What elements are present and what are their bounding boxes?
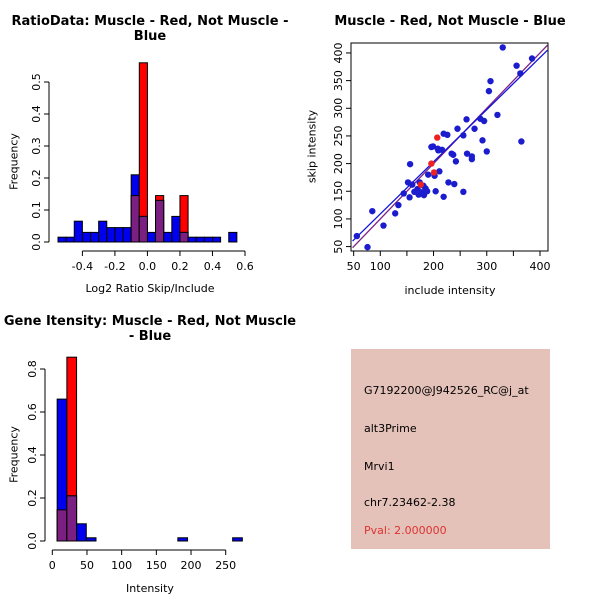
data-point-blue — [395, 202, 401, 208]
data-point-blue — [450, 152, 456, 158]
svg-text:200: 200 — [423, 259, 445, 273]
hist-bar-overlap — [139, 216, 147, 242]
svg-text:150: 150 — [331, 180, 345, 202]
hist-bar-blue — [82, 232, 90, 242]
svg-text:150: 150 — [145, 558, 167, 572]
data-point-blue — [407, 161, 413, 167]
hist-bar-red — [139, 63, 147, 242]
svg-text:300: 300 — [331, 97, 345, 119]
svg-text:200: 200 — [331, 153, 345, 175]
data-point-blue — [500, 44, 506, 50]
data-point-blue — [445, 179, 451, 185]
hist-bar-blue — [107, 228, 115, 242]
svg-text:300: 300 — [476, 259, 498, 273]
data-point-blue — [454, 126, 460, 132]
ratio-hist-xlabel: Log2 Ratio Skip/Include — [85, 282, 215, 295]
data-point-blue — [460, 189, 466, 195]
svg-text:0.4: 0.4 — [203, 259, 222, 273]
data-point-blue — [354, 233, 360, 239]
data-point-red — [418, 181, 424, 187]
hist-bar-overlap — [67, 496, 77, 541]
svg-text:350: 350 — [331, 70, 345, 92]
hist-bar-blue — [204, 237, 212, 242]
hist-bar-overlap — [57, 510, 67, 541]
data-point-blue — [529, 55, 535, 61]
data-point-blue — [460, 132, 466, 138]
svg-text:50: 50 — [346, 259, 361, 273]
panel-gene-info — [300, 300, 600, 600]
svg-text:0.2: 0.2 — [171, 259, 189, 273]
ratio-hist-ylabel: Frequency — [7, 133, 21, 190]
data-point-blue — [513, 62, 519, 68]
panel-intensity-scatter — [300, 0, 600, 300]
svg-text:50: 50 — [331, 239, 345, 254]
data-point-blue — [369, 208, 375, 214]
hist-bar-blue — [115, 228, 123, 242]
svg-text:-0.2: -0.2 — [104, 259, 126, 273]
hist-bar-blue — [123, 228, 131, 242]
svg-text:0.2: 0.2 — [25, 489, 39, 507]
fit-line — [353, 50, 548, 241]
data-point-blue — [479, 137, 485, 143]
svg-text:0.3: 0.3 — [29, 137, 43, 155]
gene-probe-id: G7192200@J942526_RC@j_at — [364, 384, 529, 397]
hist-bar-blue — [229, 232, 237, 242]
hist-bar-blue — [74, 221, 82, 242]
hist-bar-blue — [66, 237, 74, 242]
gene-event-type: alt3Prime — [364, 422, 417, 435]
hist-bar-blue — [212, 237, 220, 242]
svg-text:0.1: 0.1 — [29, 201, 43, 219]
hist-bar-blue — [178, 538, 188, 541]
hist-bar-blue — [196, 237, 204, 242]
data-point-blue — [436, 168, 442, 174]
svg-text:-0.4: -0.4 — [71, 259, 94, 273]
svg-text:400: 400 — [529, 259, 551, 273]
data-point-blue — [401, 190, 407, 196]
panel-gene-intensity-histogram — [0, 300, 300, 600]
intensity-scatter-plot — [351, 43, 548, 251]
data-point-blue — [439, 147, 445, 153]
data-point-blue — [481, 118, 487, 124]
data-point-blue — [487, 78, 493, 84]
svg-text:0.4: 0.4 — [25, 446, 39, 464]
hist-bar-overlap — [156, 200, 164, 242]
gene-intensity-hist-bars — [57, 357, 242, 541]
data-point-red — [431, 169, 437, 175]
svg-text:200: 200 — [180, 558, 202, 572]
svg-text:0.0: 0.0 — [138, 259, 157, 273]
data-point-blue — [494, 112, 500, 118]
svg-text:0.2: 0.2 — [29, 169, 43, 187]
data-point-blue — [463, 116, 469, 122]
data-point-blue — [406, 194, 412, 200]
gene-hist-chart — [0, 300, 300, 600]
data-point-blue — [444, 132, 450, 138]
data-point-red — [434, 134, 440, 140]
svg-text:250: 250 — [215, 558, 237, 572]
gene-hist-title: Gene Itensity: Muscle - Red, Not Muscle - Blue — [3, 314, 297, 344]
hist-bar-blue — [233, 538, 243, 541]
data-point-blue — [425, 171, 431, 177]
hist-bar-overlap — [180, 232, 188, 242]
svg-text:50: 50 — [79, 558, 94, 572]
data-point-blue — [486, 88, 492, 94]
data-point-blue — [453, 158, 459, 164]
data-point-blue — [469, 156, 475, 162]
scatter-chart — [300, 0, 600, 300]
data-point-blue — [392, 210, 398, 216]
hist-bar-blue — [172, 216, 180, 242]
data-point-blue — [364, 244, 370, 250]
hist-bar-blue — [99, 221, 107, 242]
svg-text:0.8: 0.8 — [25, 360, 39, 378]
ratio-hist-bars — [58, 63, 237, 242]
hist-bar-blue — [188, 237, 196, 242]
data-point-blue — [471, 126, 477, 132]
scatter-ylabel: skip intensity — [305, 109, 319, 184]
gene-info-box — [351, 349, 550, 549]
data-point-blue — [517, 70, 523, 76]
gene-hist-xlabel: Intensity — [126, 582, 174, 595]
data-point-blue — [424, 188, 430, 194]
panel-ratio-histogram — [0, 0, 300, 300]
hist-bar-blue — [86, 538, 96, 541]
data-point-blue — [451, 181, 457, 187]
gene-hist-ylabel: Frequency — [7, 426, 21, 483]
hist-bar-blue — [147, 232, 155, 242]
data-point-blue — [440, 194, 446, 200]
ratio-hist-chart — [0, 0, 300, 300]
svg-text:0.5: 0.5 — [29, 73, 43, 91]
data-point-blue — [380, 222, 386, 228]
svg-text:0.6: 0.6 — [236, 259, 254, 273]
hist-bar-blue — [58, 237, 66, 242]
svg-text:0: 0 — [48, 558, 56, 572]
svg-text:250: 250 — [331, 125, 345, 147]
data-point-blue — [409, 181, 415, 187]
hist-bar-blue — [91, 232, 99, 242]
data-point-blue — [518, 138, 524, 144]
svg-text:0.4: 0.4 — [29, 105, 43, 123]
svg-text:400: 400 — [331, 42, 345, 64]
svg-text:0.0: 0.0 — [29, 233, 43, 251]
hist-bar-overlap — [131, 196, 139, 242]
data-point-red — [428, 160, 434, 166]
hist-bar-blue — [77, 524, 87, 541]
svg-text:0.6: 0.6 — [25, 403, 39, 421]
svg-text:100: 100 — [111, 558, 133, 572]
gene-locus: chr7.23462-2.38 — [364, 496, 456, 509]
data-point-blue — [432, 188, 438, 194]
ratio-hist-title: RatioData: Muscle - Red, Not Muscle - Blue — [11, 14, 289, 44]
scatter-title: Muscle - Red, Not Muscle - Blue — [334, 14, 566, 29]
gene-pval: Pval: 2.000000 — [364, 524, 447, 537]
svg-text:100: 100 — [331, 208, 345, 230]
gene-symbol: Mrvi1 — [364, 460, 395, 473]
hist-bar-blue — [164, 232, 172, 242]
svg-text:100: 100 — [369, 259, 391, 273]
scatter-xlabel: include intensity — [404, 284, 496, 297]
svg-text:0.0: 0.0 — [25, 532, 39, 550]
data-point-blue — [484, 148, 490, 154]
